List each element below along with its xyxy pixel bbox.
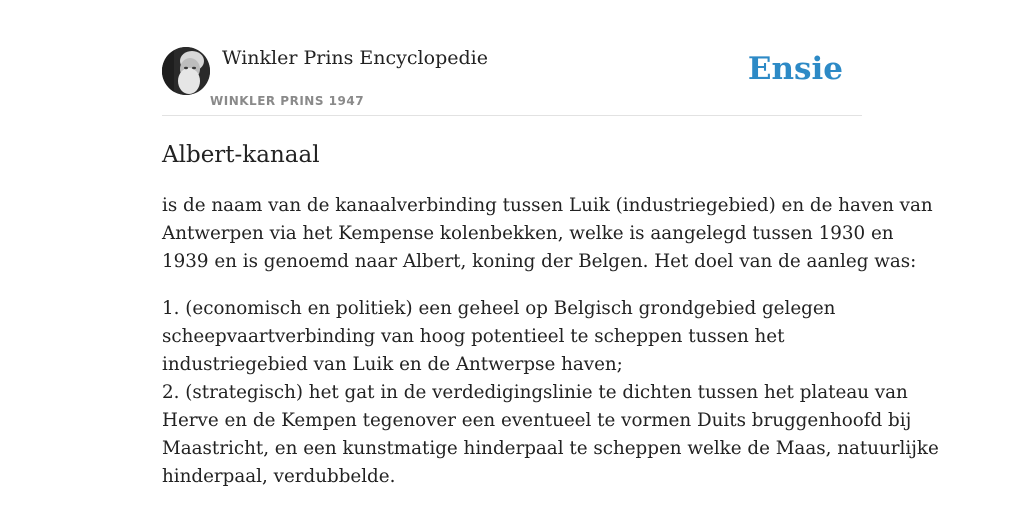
text-line: Maastricht, en een kunstmatige hinderpaal te scheppen welke de Maas, natuurlijke (162, 438, 939, 459)
brand-logo[interactable]: Ensie (747, 51, 843, 87)
text-line: hinderpaal, verdubbelde. (162, 466, 396, 487)
text-line: 2. (strategisch) het gat in de verdedigingslinie te dichten tussen het plateau van (162, 382, 908, 403)
paragraph-goals (162, 295, 939, 491)
text-line: Herve en de Kempen tegenover een eventueel te vormen Duits bruggenhoofd bij (162, 410, 912, 431)
site-header (162, 40, 862, 116)
text-line: industriegebied van Luik en de Antwerpse haven; (162, 354, 623, 375)
text-line: is de naam van de kanaalverbinding tussen Luik (industriegebied) en de haven van (162, 195, 933, 216)
text-line: scheepvaartverbinding van hoog potentieel te scheppen tussen het (162, 326, 785, 347)
article-title: Albert-kanaal (162, 142, 320, 168)
text-line: 1. (economisch en politiek) een geheel op Belgisch grondgebied gelegen (162, 298, 836, 319)
site-title[interactable]: Winkler Prins Encyclopedie (222, 47, 488, 69)
source-subtitle[interactable]: WINKLER PRINS 1947 (210, 94, 365, 108)
text-line: 1939 en is genoemd naar Albert, koning der Belgen. Het doel van de aanleg was: (162, 251, 917, 272)
avatar[interactable] (162, 47, 210, 95)
text-line: Antwerpen via het Kempense kolenbekken, welke is aangelegd tussen 1930 en (162, 223, 894, 244)
article-body (162, 192, 939, 510)
paragraph-intro (162, 192, 933, 276)
bearded-man-portrait-icon (162, 47, 210, 95)
